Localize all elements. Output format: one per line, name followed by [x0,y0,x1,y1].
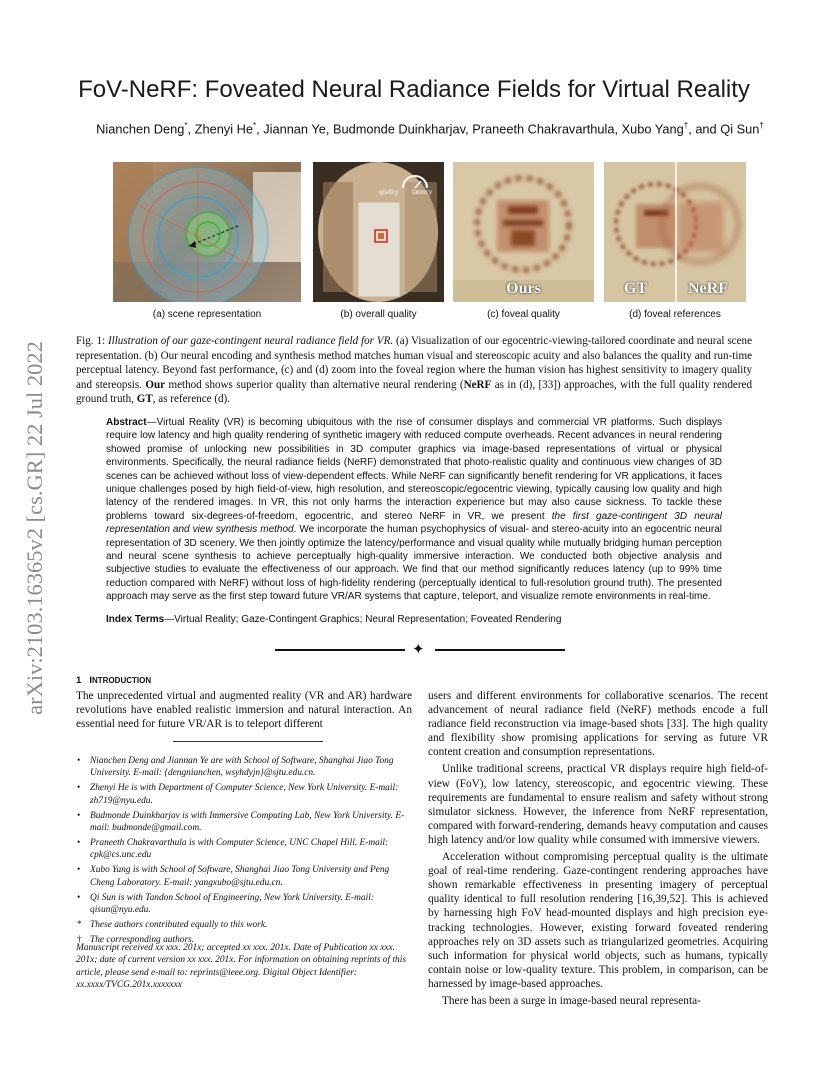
footnote-text: Praneeth Chakravarthula is with Computer Science, UNC Chapel Hill. E-mail: cpk@cs.unc.edu [90,837,389,861]
author-separator: , and [688,121,721,137]
footnote-item [76,892,416,917]
footnote-text: Nianchen Deng and Jiannan Ye are with School of Software, Shanghai Jiao Tong University. E-mail: {dengnianchen, wsyhdyjn}@sjtu.edu.cn. [90,756,394,779]
section-title-rest: NTRODUCTION [92,676,152,685]
manuscript-note: Manuscript received xx xxx. 201x; accepted xx xxx. 201x. Date of Publication xx xxx. 201x; date of current version xx xxx. 201x. For information on obtaining reprints of this article, please send e-mail to: reprints@ieee.org. Digital Object Identifier: xx.xxxx/TVCG.201x.xxxxxxx [76,943,406,991]
figure-subcaption-c: (c) foveal quality [487,309,560,320]
figure-caption [76,334,752,407]
figure-caption-text: as in (d), [33]) approaches, with the full quality rendered ground truth, [76,378,752,406]
footnote-marker: • [77,756,81,766]
figure-panel-scene-representation [113,162,301,302]
author-affiliation-footnotes [76,755,416,949]
section-number: 1 [76,675,82,686]
author-name: Praneeth Chakravarthula [472,121,615,137]
footnote-item [76,919,416,931]
footnote-text: Qi Sun is with Tandon School of Engineering, New York University. E-mail: qisun@nyu.edu. [90,892,374,915]
footnote-marker: • [77,783,81,794]
author-name: Qi Sun [720,121,760,137]
footnote-marker: • [77,837,81,848]
figure-caption-label: Fig. 1: [76,335,106,347]
section-title-initial: I [89,675,93,686]
latency-gauge-label: latency [412,188,433,196]
footnote-item [76,782,416,807]
ours-overlay-label: Ours [506,280,541,297]
author-name: Nianchen Deng [96,121,185,137]
figure-caption-bold: NeRF [463,378,492,391]
figure-subcaption-d: (d) foveal references [629,309,721,320]
intro-paragraph: The unprecedented virtual and augmented reality (VR and AR) hardware revolutions have enabled realistic immersion and natural interaction. An essential need for future VR/AR is to teleport different [76,690,412,731]
intro-left-column [76,689,412,731]
footnote-marker: • [77,892,81,903]
body-paragraph: Acceleration without compromising perceptual quality is the ultimate goal of real-time rendering. Gaze-contingent rendering approaches have shown remarkable effectiveness in presenting imagery of perceptual quality identical to full resolution rendering [16,39,52]. This is achieved by harnessing high FoV head-mounted displays and high precision eye-tracking technologies. However, existing forward foveated rendering approaches rely on 3D assets such as triangularized geometries. Acquiring such information for physical world objects, such as humans, typically contain noise or low-quality texture. This problem, in comparison, can be harnessed by image-based approaches. [428,851,768,990]
abstract-text: . We incorporate the human psychophysics of visual- and stereo-acuity into an egocentric neural representation of 3D scenery. We then jointly optimize the latency/performance and visual quality while mutually bridging human perception and neural scene synthesis to achieve perceptually high-quality immersive interaction. We conducted both objective analysis and subjective studies to evaluate the effectiveness of our approach. We find that our method significantly reduces latency (up to 99% time reduction compared with NeRF) without loss of high-fidelity rendering (perceptually identical to full-resolution ground truth). The presented approach may serve as the first step toward future VR/AR systems that capture, teleport, and visualize remote environments in real-time. [106,524,722,603]
index-terms-text: —Virtual Reality; Gaze-Contingent Graphics; Neural Representation; Foveated Rendering [164,614,562,625]
footnote-marker: † [77,934,82,945]
gt-overlay-label: GT [624,280,648,297]
author-separator: , [325,121,333,137]
footnote-item [76,837,416,862]
abstract-label: Abstract [106,417,147,428]
figure-caption-bold: GT [136,393,153,406]
footnote-rule [173,741,323,742]
author-list [60,121,800,136]
footnote-marker: • [77,865,81,876]
footnote-item [76,864,416,889]
quality-gauge-label: quality [379,188,399,196]
footnote-text: Budmonde Duinkharjav is with Immersive Computing Lab, New York University. E-mail: budmonde@gmail.com. [90,810,405,834]
divider-line [435,649,565,651]
abstract-text: —Virtual Reality (VR) is becoming ubiquitous with the rise of consumer displays and commercial VR platforms. Such displays require low latency and high quality rendering of synthetic imagery with reduced compute overheads. Recent advances in neural rendering showed promise of unlocking new possibilities in 3D computer graphics via image-based representations of virtual or physical environments. Specifically, the neural radiance fields (NeRF) demonstrated that photo-realistic quality and continuous view changes of 3D scenes can be achieved without loss of view-dependent effects. While NeRF can significantly benefit rendering for VR applications, it faces unique challenges posed by high field-of-view, high resolution, and stereoscopic/egocentric viewing, typically causing low quality and high latency of the rendered images. In VR, this not only harms the interaction experience but may also cause sickness. To tackle these problems toward six-degrees-of-freedom, egocentric, and stereo NeRF in VR, we present [106,417,722,522]
figure-caption-text: method shows superior quality than alternative neural rendering ( [165,378,464,391]
figure-caption-title: Illustration of our gaze-contingent neural radiance field for VR. [107,335,394,347]
footnote-item [76,810,416,835]
body-paragraph: users and different environments for collaborative scenarios. The recent advancement of neural radiance field (NeRF) methods encode a full radiance field reconstruction via image-based shots [33]. The high quality and flexibility show promising applications for serving as future VR content creation and consumption representations. [428,690,768,759]
body-paragraph: There has been a surge in image-based neural representa- [442,994,701,1007]
figure-caption-bold: Our [145,378,166,391]
footnote-marker: • [77,810,81,821]
section-divider [275,642,565,658]
footnote-text: Zhenyi He is with Department of Computer Science, New York University. E-mail: zh719@nyu.edu. [90,783,399,806]
intro-right-column [428,689,768,1008]
author-separator: , [614,121,622,137]
divider-line [275,649,405,651]
figure-subcaption-a: (a) scene representation [152,309,262,320]
footnote-item [76,755,416,780]
footnote-text: These authors contributed equally to this work. [90,919,268,930]
figure-subcaption-b: (b) overall quality [340,309,417,320]
author-mark: † [683,121,689,130]
paper-title: FoV-NeRF: Foveated Neural Radiance Fields for Virtual Reality [78,76,750,103]
author-mark: * [184,121,188,130]
abstract-emphasis: the first gaze-contingent 3D neural representation and view synthesis method [106,510,722,536]
arxiv-identifier [20,296,50,761]
figure-panel-foveal-quality [453,162,594,302]
body-paragraph: Unlike traditional screens, practical VR displays require high field-of-view (FoV), low latency, stereoscopic, and egocentric viewing. These requirements are fundamental to ensure realism and safety without strong simulator sickness. However, the inference from NeRF representation, compared with forward-rendering, demands heavy computation and causes high latency and/or low quality while consumed with immersive viewers. [428,763,768,846]
author-name: Jiannan Ye [263,121,326,137]
figure-caption-text: , as reference (d). [152,393,231,406]
author-name: Xubo Yang [621,121,684,137]
author-name: Budmonde Duinkharjav [332,121,466,137]
index-terms [106,614,722,625]
author-mark: † [759,121,764,130]
overall-quality-image [313,162,444,302]
author-separator: , [187,121,195,137]
author-name: Zhenyi He [194,121,253,137]
author-separator: , [256,121,264,137]
scene-representation-image [113,162,301,302]
section-heading [76,675,151,686]
footnote-marker: * [77,919,82,930]
footnote-text: Xubo Yang is with School of Software, Shanghai Jiao Tong University and Peng Cheng Laboratory. E-mail: yangxubo@sjtu.edu.cn. [90,865,390,888]
arxiv-identifier-text: arXiv:2103.16365v2 [cs.GR] 22 Jul 2022 [22,341,47,715]
figure-caption-text: (a) Visualization of our egocentric-viewing-tailored coordinate and neural scene representation. (b) Our neural encoding and synthesis method matches human visual and stereoscopic acuity and also balances the quality and run-time perceptual latency. Beyond fast performance, (c) and (d) zoom into the foveal region where the human vision has highest sensitivity to imagery quality and stereopsis. [76,335,752,391]
figure-panel-overall-quality [313,162,444,302]
footnote-text: The corresponding authors. [90,934,195,945]
figure-panel-foveal-references [604,162,746,302]
divider-star-icon: ✦ [412,640,425,658]
nerf-overlay-label: NeRF [688,280,728,297]
index-terms-label: Index Terms [106,614,165,625]
author-separator: , [465,121,473,137]
abstract [106,416,722,604]
author-mark: * [252,121,257,130]
